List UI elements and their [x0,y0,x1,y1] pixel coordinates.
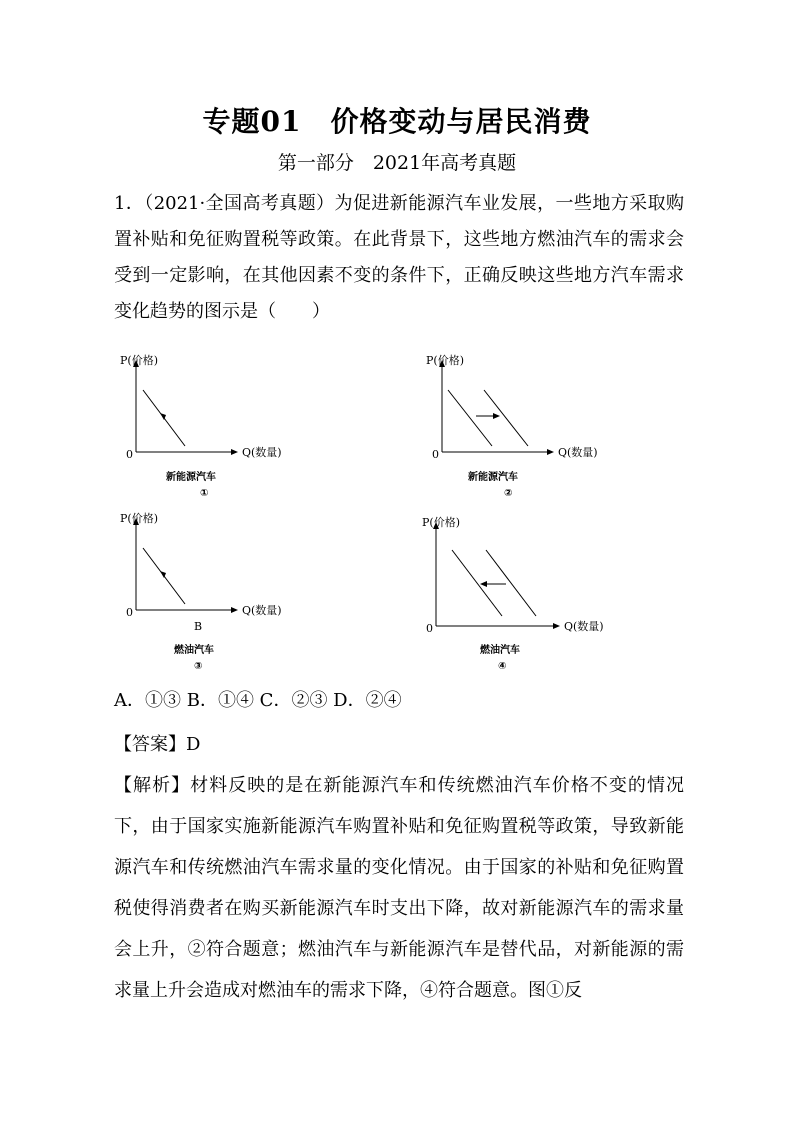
graph-number: ④ [498,661,507,672]
y-axis-label: P(价格) [422,516,460,529]
graph-extra-label: B [194,620,203,633]
x-axis-label: Q(数量) [558,446,598,459]
page-title: 专题01 价格变动与居民消费 [202,105,592,138]
graph-1 [118,350,358,520]
graph-number: ② [504,488,513,499]
answer-options: A．①③ B．①④ C．②③ D．②④ [114,690,402,711]
x-axis-label: Q(数量) [242,604,282,617]
question-text: 1．（2021·全国高考真题）为促进新能源汽车业发展，一些地方采取购置补贴和免征购置税等政策。在此背景下，这些地方燃油汽车的需求会受到一定影响，在其他因素不变的条件下，正确反映这些地方汽车需求变化趋势的图示是（ ） [114,193,684,322]
origin-label: 0 [126,606,133,619]
graph-caption: 燃油汽车 [174,645,214,656]
graph-3 [118,508,358,678]
section-subtitle: 第一部分 2021年高考真题 [277,152,517,174]
answer-line: 【答案】D [114,734,201,755]
origin-label: 0 [426,622,433,635]
y-axis-label: P(价格) [120,354,158,367]
graph-caption: 燃油汽车 [480,645,520,656]
graph-caption: 新能源汽车 [468,472,518,483]
graph-number: ① [200,488,209,499]
origin-label: 0 [126,448,133,461]
graph-4 [418,512,658,682]
y-axis-label: P(价格) [120,512,158,525]
graph-number: ③ [194,661,203,672]
graph-caption: 新能源汽车 [166,472,216,483]
x-axis-label: Q(数量) [564,620,604,633]
graph-2 [424,350,664,520]
x-axis-label: Q(数量) [242,446,282,459]
origin-label: 0 [432,448,439,461]
y-axis-label: P(价格) [426,354,464,367]
analysis-text: 【解析】材料反映的是在新能源汽车和传统燃油汽车价格不变的情况下，由于国家实施新能源汽车购置补贴和免征购置税等政策，导致新能源汽车和传统燃油汽车需求量的变化情况。由于国家的补贴和免征购置税使得消费者在购买新能源汽车时支出下降，故对新能源汽车的需求量会上升，②符合题意；燃油汽车与新能源汽车是替代品，对新能源的需求量上升会造成对燃油车的需求下降，④符合题意。图①反 [114,775,684,1001]
